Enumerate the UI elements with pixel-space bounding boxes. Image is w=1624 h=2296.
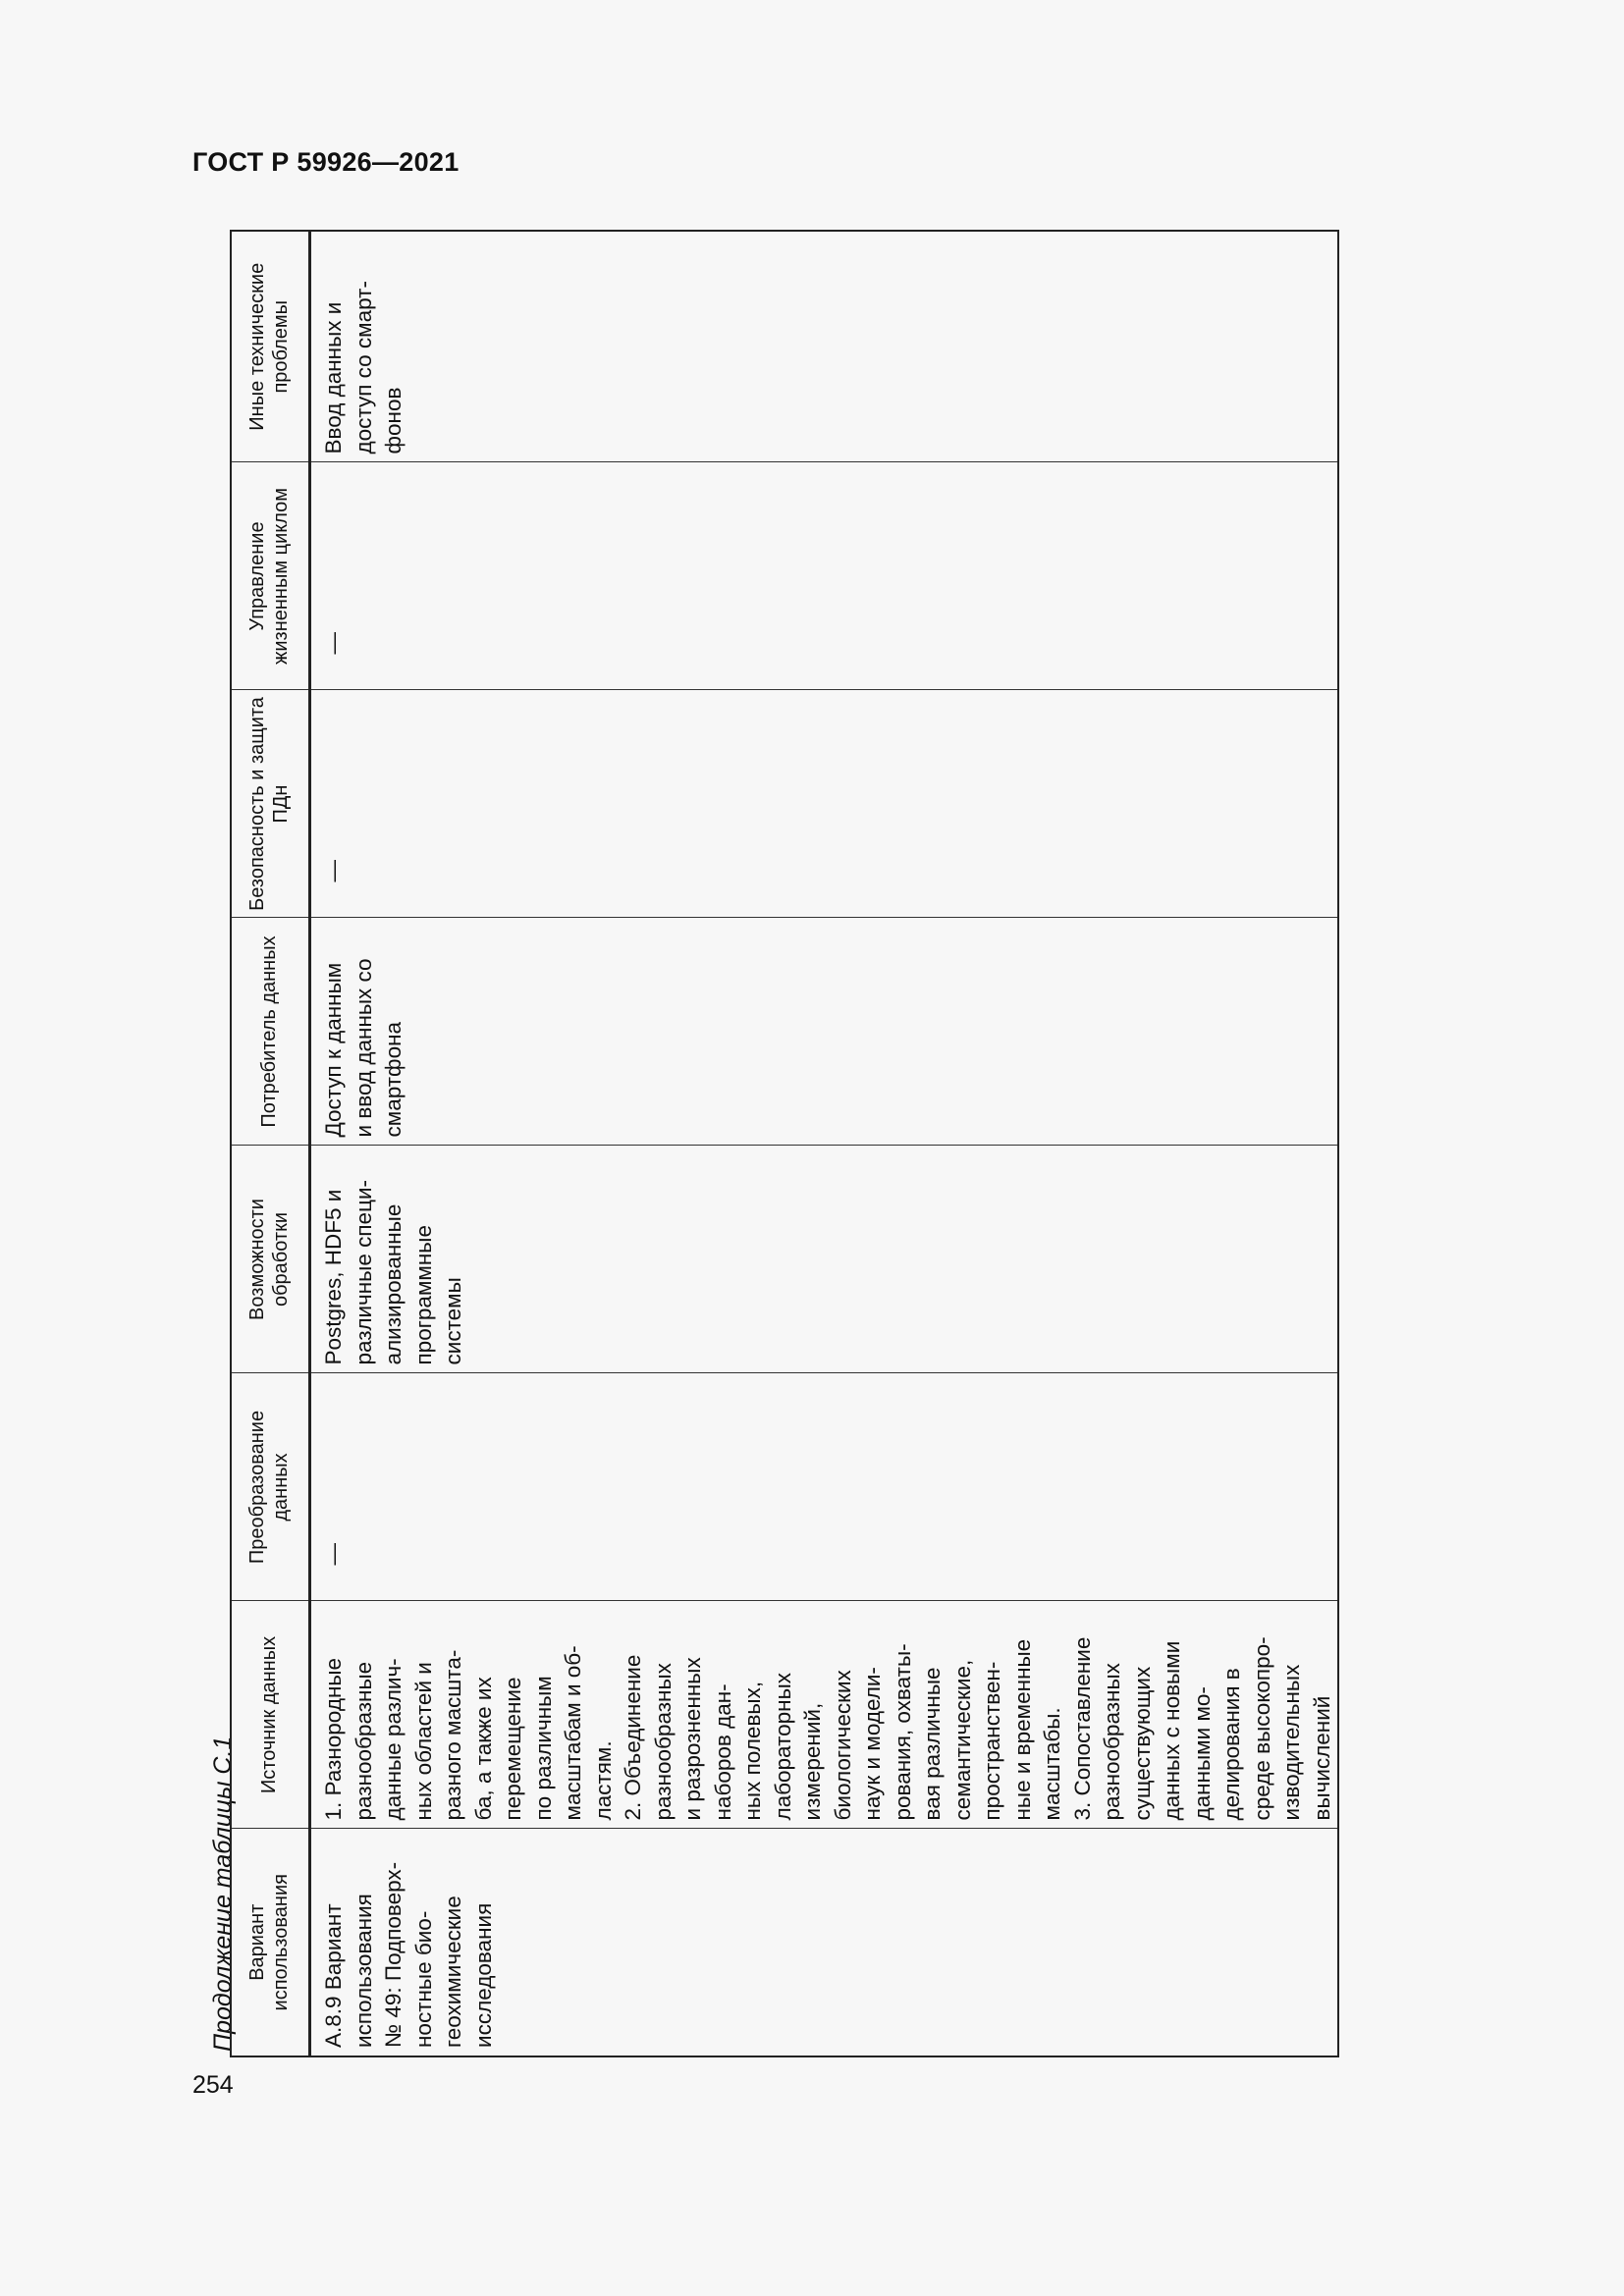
data-consumer-text: Доступ к данным и ввод данных со смартфона [321, 958, 406, 1138]
column-header: Потребитель данных [231, 918, 310, 1146]
column-header: Иные технические проблемы [231, 231, 310, 462]
page-number: 254 [192, 2071, 234, 2099]
column-header: Источник данных [231, 1601, 310, 1829]
table-cell [310, 231, 1339, 462]
data-table [230, 230, 1339, 2057]
column-header: Вариант использования [231, 1829, 310, 2056]
table-cell [310, 918, 1339, 1146]
table-cell [310, 690, 1339, 918]
table-container [230, 232, 1334, 2057]
lifecycle-management-text: — [321, 632, 346, 655]
use-case-text: А.8.9 Вариант использования № 49: Подповерх- ностные био- геохимические исследования [321, 1861, 496, 2048]
table-row [310, 231, 1339, 2056]
document-code: ГОСТ Р 59926—2021 [192, 147, 460, 177]
column-header: Управление жизненным циклом [231, 462, 310, 690]
table-cell [310, 462, 1339, 690]
data-transformation-text: — [321, 1543, 346, 1566]
table-cell [310, 1146, 1339, 1373]
table-cell [310, 1373, 1339, 1601]
data-source-text: 1. Разнородные разнообразные данные различ- ных областей и разного масшта- ба, а также их перемещение по различным масштабам и об- ластям. 2. Объединение разнообразных и разрозненных наборов дан- ных полевых, лабораторных измерений, биологических наук и модели- рования, охваты- вая различные семантические, пространствен- ные и временные масштабы. 3. Сопоставление разнообразных существующих данных с новыми данными мо- делирования в среде высокопро- изводительных вычислений [321, 1636, 1334, 1821]
security-privacy-text: — [321, 860, 346, 882]
table-cell [310, 1829, 1339, 2056]
column-header: Возможности обработки [231, 1146, 310, 1373]
column-header: Преобразование данных [231, 1373, 310, 1601]
table-caption: Продолжение таблицы С.1 [209, 1735, 237, 2052]
column-header: Безопасность и защита ПДн [231, 690, 310, 918]
other-technical-issues-text: Ввод данных и доступ со смарт- фонов [321, 281, 406, 454]
table-cell [310, 1601, 1339, 1829]
processing-capabilities-text: Postgres, HDF5 и различные специ- ализированные программные системы [321, 1179, 465, 1365]
table-header-row [231, 231, 310, 2056]
